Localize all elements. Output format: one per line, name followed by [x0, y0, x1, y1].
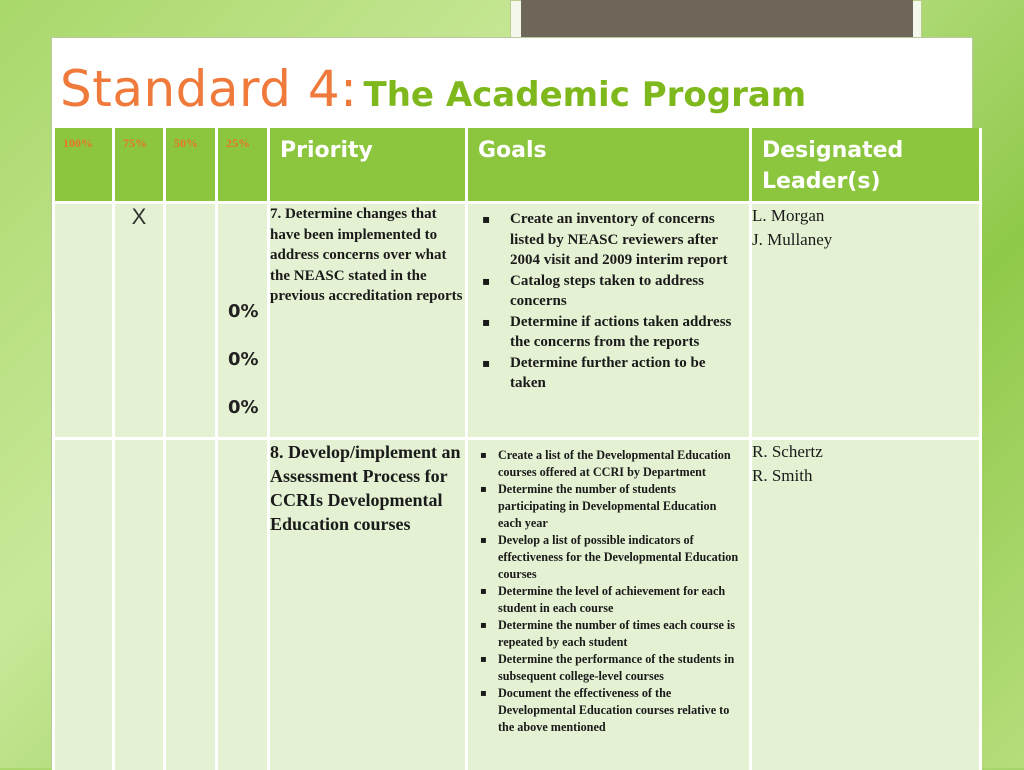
cell-75 [115, 440, 163, 770]
table-header-row [55, 128, 979, 204]
cell-25 [218, 204, 267, 440]
table-row [55, 204, 979, 440]
leaders-cell [752, 440, 979, 770]
leader-name: R. Schertz [752, 442, 823, 461]
leader-name: L. Morgan [752, 206, 825, 225]
header-goals: Goals [468, 128, 749, 204]
percent-value: 0% [228, 349, 259, 370]
slide-title [60, 60, 806, 126]
cell-50 [166, 204, 215, 440]
header-leaders: Designated Leader(s) [752, 128, 979, 204]
goals-list [468, 440, 749, 736]
goals-cell [468, 440, 749, 770]
goal-item: ▪ Determine if actions taken address the concerns from the reports [510, 312, 739, 353]
header-100-percent: 100% [55, 128, 112, 204]
header-75-percent: 75% [115, 128, 163, 204]
goal-item: ▪ Determine the performance of the students in subsequent college-level courses [498, 651, 739, 685]
cell-75-mark: X [115, 204, 163, 440]
cell-50 [166, 440, 215, 770]
goal-item: ▪ Create a list of the Developmental Education courses offered at CCRI by Department [498, 447, 739, 481]
title-subtitle: The Academic Program [363, 75, 807, 115]
priority-cell: 7. Determine changes that have been implemented to address concerns over what the NEASC stated in the previous accreditation reports [270, 204, 465, 440]
title-main: Standard 4: [60, 60, 358, 118]
table-row [55, 440, 979, 770]
goal-item: ▪ Catalog steps taken to address concerns [510, 271, 739, 312]
goal-item: ▪ Determine the number of students participating in Developmental Education each year [498, 481, 739, 532]
percent-value: 0% [228, 301, 259, 322]
leaders-cell [752, 204, 979, 440]
cell-25 [218, 440, 267, 770]
cell-100 [55, 204, 112, 440]
goal-item: ▪ Determine the level of achievement for each student in each course [498, 583, 739, 617]
header-50-percent: 50% [166, 128, 215, 204]
header-priority: Priority [270, 128, 465, 204]
priorities-table [52, 128, 982, 770]
cell-100 [55, 440, 112, 770]
goal-item: ▪ Create an inventory of concerns listed by NEASC reviewers after 2004 visit and 2009 interim report [510, 209, 739, 271]
goal-item: ▪ Develop a list of possible indicators of effectiveness for the Developmental Education courses [498, 532, 739, 583]
goal-item: ▪ Determine further action to be taken [510, 353, 739, 394]
percent-value: 0% [228, 397, 259, 418]
goals-cell [468, 204, 749, 440]
priority-cell: 8. Develop/implement an Assessment Process for CCRIs Developmental Education courses [270, 440, 465, 770]
goal-item: ▪ Determine the number of times each course is repeated by each student [498, 617, 739, 651]
header-25-percent: 25% [218, 128, 267, 204]
leader-name: J. Mullaney [752, 230, 833, 249]
goals-list [468, 204, 749, 394]
goal-item: ▪ Document the effectiveness of the Developmental Education courses relative to the above mentioned [498, 685, 739, 736]
leader-name: R. Smith [752, 466, 813, 485]
